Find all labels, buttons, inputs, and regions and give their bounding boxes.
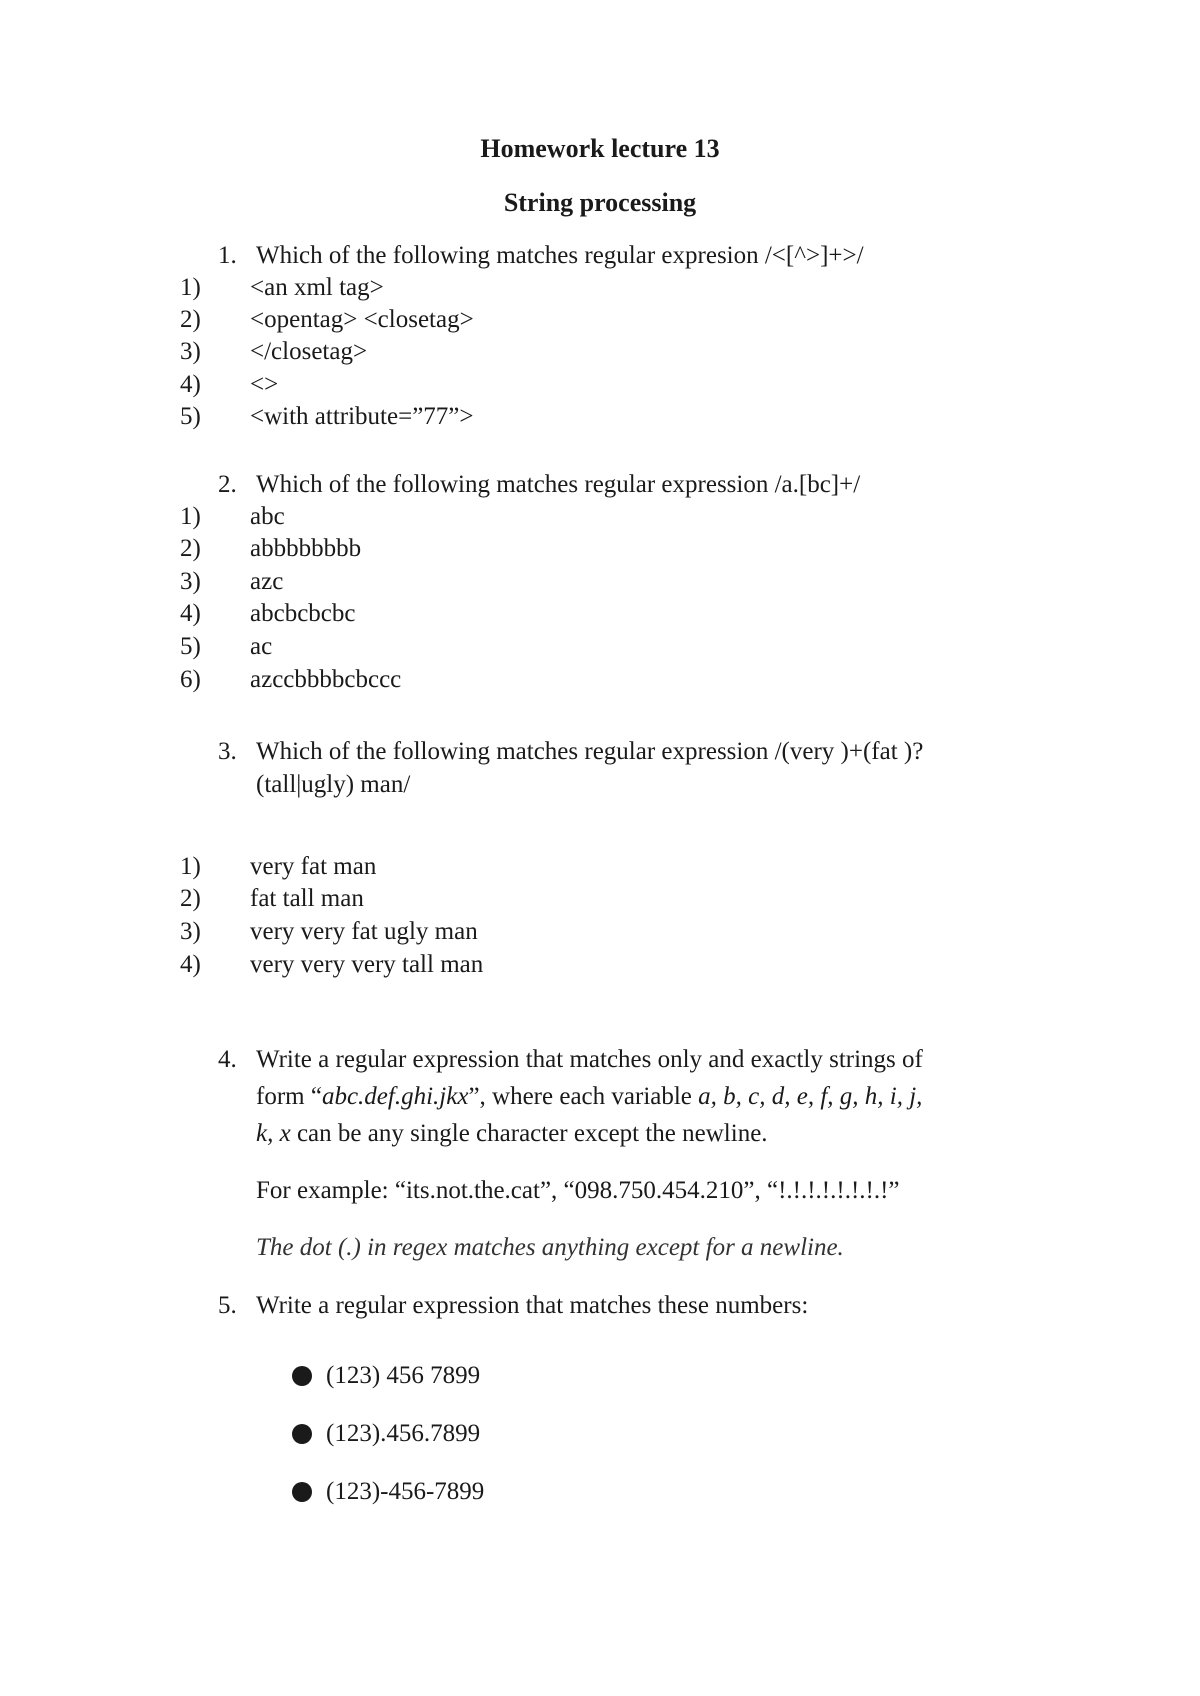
list-item: 3) </closetag> [180,338,368,365]
question-number: 4. [218,1046,237,1073]
question-text: Which of the following matches regular expression /a.[bc]+/ [256,471,861,498]
bullet-icon [292,1482,312,1502]
list-item: 1) <an xml tag> [180,274,384,301]
question-text-continued: (tall|ugly) man/ [256,771,411,798]
question-5 [218,1292,808,1320]
list-item: 3) azc [180,568,284,595]
list-item: (123) 456 7899 [292,1362,480,1390]
question-number: 5. [218,1292,237,1319]
list-item: 1) very fat man [180,853,377,880]
question-number: 3. [218,738,237,765]
list-item: 6) azccbbbbcbccc [180,666,402,693]
document-title: Homework lecture 13 [480,134,720,163]
list-item: (123)-456-7899 [292,1478,484,1506]
question-text-continued: k, x can be any single character except the newline. [256,1120,768,1147]
document-subtitle: String processing [503,188,697,217]
list-item: 2) fat tall man [180,885,364,912]
question-text: Write a regular expression that matches these numbers: [256,1292,809,1319]
list-item: 5) <with attribute=”77”> [180,403,474,430]
question-1 [218,242,864,270]
question-number: 2. [218,471,237,498]
list-item: 4) <> [180,371,279,398]
list-item: 3) very very fat ugly man [180,918,478,945]
example-text: For example: “its.not.the.cat”, “098.750.454.210”, “!.!.!.!.!.!.!.!” [256,1177,900,1204]
question-text: Which of the following matches regular expression /(very )+(fat )? [256,738,924,765]
list-item: 4) abcbcbcbc [180,600,356,627]
list-item: 4) very very very tall man [180,951,484,978]
bullet-icon [292,1366,312,1386]
note-text: The dot (.) in regex matches anything except for a newline. [256,1234,844,1261]
question-2 [218,471,860,499]
question-text: Which of the following matches regular expresion /<[^>]+>/ [256,242,864,269]
list-item: 5) ac [180,633,273,660]
list-item: 1) abc [180,503,285,530]
list-item: 2) abbbbbbbb [180,535,362,562]
question-4 [218,1046,923,1074]
bullet-icon [292,1424,312,1444]
question-3 [218,738,923,766]
list-item: 2) <opentag> <closetag> [180,306,474,333]
question-text: Write a regular expression that matches only and exactly strings of [256,1046,923,1073]
list-item: (123).456.7899 [292,1420,480,1448]
question-text-continued: form “abc.def.ghi.jkx”, where each variable a, b, c, d, e, f, g, h, i, j, [256,1083,923,1110]
question-number: 1. [218,242,237,269]
